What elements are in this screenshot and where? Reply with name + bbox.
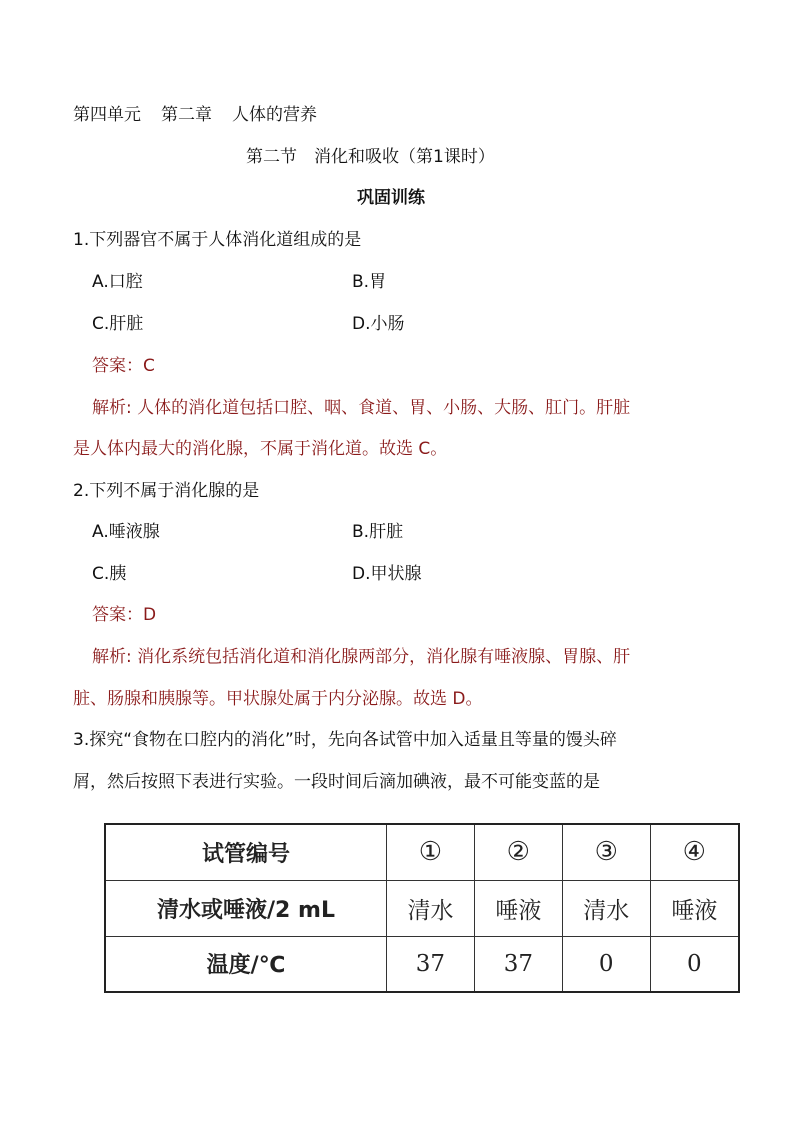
- temp-tube-1: 37: [387, 936, 475, 992]
- experiment-table: [104, 823, 740, 993]
- tube-4: ④: [650, 824, 739, 880]
- table-row: [105, 936, 739, 992]
- q1-option-b: B.胃: [352, 272, 387, 292]
- q2-answer: 答案：D: [92, 605, 157, 625]
- q3-stem-line1: 3.探究“食物在口腔内的消化”时，先向各试管中加入适量且等量的馒头碎: [73, 730, 617, 750]
- temp-tube-4: 0: [650, 936, 739, 992]
- q2-option-d: D.甲状腺: [352, 564, 422, 584]
- tube-2: ②: [474, 824, 562, 880]
- q2-option-c: C.胰: [92, 564, 127, 584]
- tube-3: ③: [562, 824, 650, 880]
- table-row: [105, 824, 739, 880]
- temp-tube-3: 0: [562, 936, 650, 992]
- section-title: 第二节 消化和吸收（第1课时）: [246, 147, 495, 167]
- q1-option-c: C.肝脏: [92, 314, 144, 334]
- q2-option-a: A.唾液腺: [92, 522, 160, 542]
- tube-1: ①: [387, 824, 475, 880]
- q1-answer: 答案：C: [92, 356, 155, 376]
- unit-label: 第四单元: [73, 105, 141, 125]
- row-label-liquid: 清水或唾液/2 mL: [105, 880, 387, 936]
- q1-analysis-line2: 是人体内最大的消化腺，不属于消化道。故选 C。: [73, 439, 448, 459]
- table-row: [105, 880, 739, 936]
- row-label-temperature: 温度/℃: [105, 936, 387, 992]
- liquid-tube-4: 唾液: [650, 880, 739, 936]
- part-title: 巩固训练: [357, 188, 425, 208]
- unit-chapter-heading: [73, 104, 317, 126]
- liquid-tube-1: 清水: [387, 880, 475, 936]
- q1-option-a: A.口腔: [92, 272, 143, 292]
- q1-analysis-line1: 解析: 人体的消化道包括口腔、咽、食道、胃、小肠、大肠、肛门。肝脏: [92, 398, 631, 418]
- chapter-title: 人体的营养: [232, 105, 317, 125]
- row-label-tube-number: 试管编号: [105, 824, 387, 880]
- liquid-tube-2: 唾液: [474, 880, 562, 936]
- temp-tube-2: 37: [474, 936, 562, 992]
- q3-stem-line2: 屑，然后按照下表进行实验。一段时间后滴加碘液，最不可能变蓝的是: [73, 772, 600, 792]
- q2-stem: 2.下列不属于消化腺的是: [73, 481, 260, 501]
- chapter-label: 第二章: [161, 105, 212, 125]
- q1-option-d: D.小肠: [352, 314, 405, 334]
- q2-analysis-line1: 解析: 消化系统包括消化道和消化腺两部分，消化腺有唾液腺、胃腺、肝: [92, 647, 631, 667]
- q2-option-b: B.肝脏: [352, 522, 404, 542]
- liquid-tube-3: 清水: [562, 880, 650, 936]
- q1-stem: 1.下列器官不属于人体消化道组成的是: [73, 230, 362, 250]
- q2-analysis-line2: 脏、肠腺和胰腺等。甲状腺处属于内分泌腺。故选 D。: [73, 689, 483, 709]
